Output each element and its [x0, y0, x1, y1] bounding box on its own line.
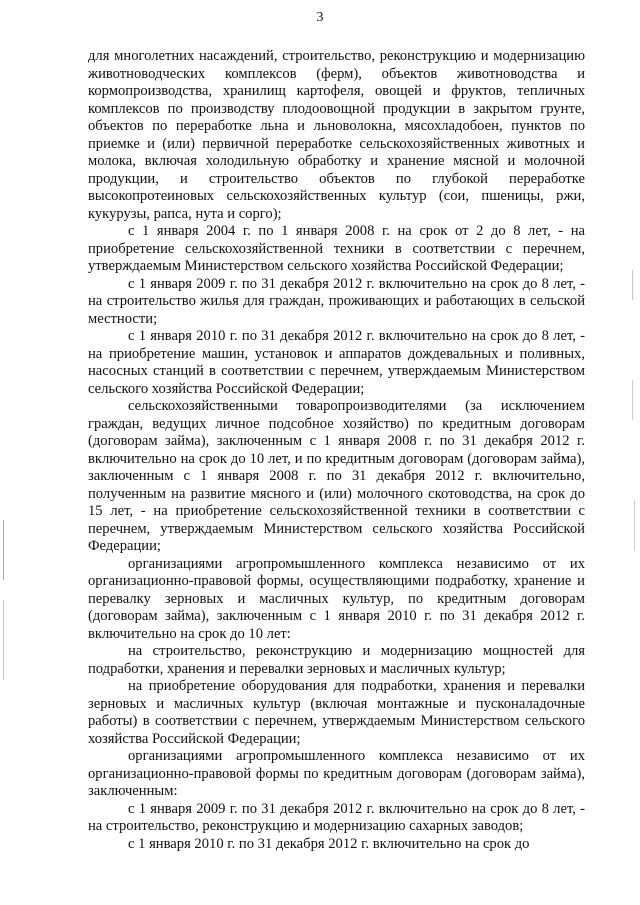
paragraph: на приобретение оборудования для подработки, хранения и перевалки зерновых и масличных культур (включая монтажные и пусконаладочные работы) в соответствии с перечнем, утверждаемым Министерством сельского хозяйства Российской Федерации; — [88, 678, 585, 747]
paragraph: организациями агропромышленного комплекса независимо от их организационно-правовой формы, осуществляющими подработку, хранение и перевалку зерновых и масличных культур, по кредитным договорам (договорам займа), заключенным с 1 января 2010 г. по 31 декабря 2012 г. включительно на срок до 10 лет: — [88, 555, 585, 642]
scan-artifact-left — [3, 520, 4, 580]
paragraph: для многолетних насаждений, строительство, реконструкцию и модернизацию животноводческих комплексов (ферм), объектов животноводства и кормопроизводства, хранилищ картофеля, овощей и фруктов, тепличных комплексов по производству плодоовощной продукции в закрытом грунте, объектов по переработке льна и льноволокна, мясохладобоен, пунктов по приемке и (или) первичной переработке сельскохозяйственных животных и молока, включая холодильную обработку и хранение мясной и молочной продукции, и строительство объектов по глубокой переработке высокопротеиновых сельскохозяйственных культур (сои, пшеницы, ржи, кукурузы, рапса, нута и сорго); — [88, 48, 585, 222]
scan-artifact-right — [632, 270, 633, 300]
paragraph: сельскохозяйственными товаропроизводителями (за исключением граждан, ведущих личное подсобное хозяйство) по кредитным договорам (договорам займа), заключенным с 1 января 2008 г. по 31 декабря 2012 г. включительно на срок до 10 лет, и по кредитным договорам (договорам займа), заключенным с 1 января 2008 г. по 31 декабря 2012 г. включительно, полученным на развитие мясного и (или) молочного скотоводства, на срок до 15 лет, - на приобретение сельскохозяйственной техники в соответствии с перечнем, утверждаемым Министерством сельского хозяйства Российской Федерации; — [88, 398, 585, 554]
scan-artifact-left — [3, 600, 4, 680]
paragraph: с 1 января 2009 г. по 31 декабря 2012 г. включительно на срок до 8 лет, - на строительство, реконструкцию и модернизацию сахарных заводов; — [88, 800, 585, 834]
scan-artifact-right — [634, 500, 635, 550]
paragraph: организациями агропромышленного комплекса независимо от их организационно-правовой формы по кредитным договорам (договорам займа), заключенным: — [88, 748, 585, 799]
scan-artifact-right — [632, 380, 633, 420]
paragraph: с 1 января 2009 г. по 31 декабря 2012 г. включительно на срок до 8 лет, - на строительство жилья для граждан, проживающих и работающих в сельской местности; — [88, 275, 585, 327]
paragraph: на строительство, реконструкцию и модернизацию мощностей для подработки, хранения и перевалки зерновых и масличных культур; — [88, 643, 585, 677]
document-body — [88, 48, 585, 853]
paragraph: с 1 января 2004 г. по 1 января 2008 г. на срок от 2 до 8 лет, - на приобретение сельскохозяйственной техники в соответствии с перечнем, утверждаемым Министерством сельского хозяйства Российской Федерации; — [88, 223, 585, 274]
page-number: 3 — [316, 10, 324, 25]
paragraph: с 1 января 2010 г. по 31 декабря 2012 г. включительно на срок до 8 лет, - на приобретение машин, установок и аппаратов дождевальных и поливных, насосных станций в соответствии с перечнем, утверждаемым Министерством сельского хозяйства Российской Федерации; — [88, 328, 585, 397]
paragraph: с 1 января 2010 г. по 31 декабря 2012 г. включительно на срок до — [128, 835, 530, 852]
